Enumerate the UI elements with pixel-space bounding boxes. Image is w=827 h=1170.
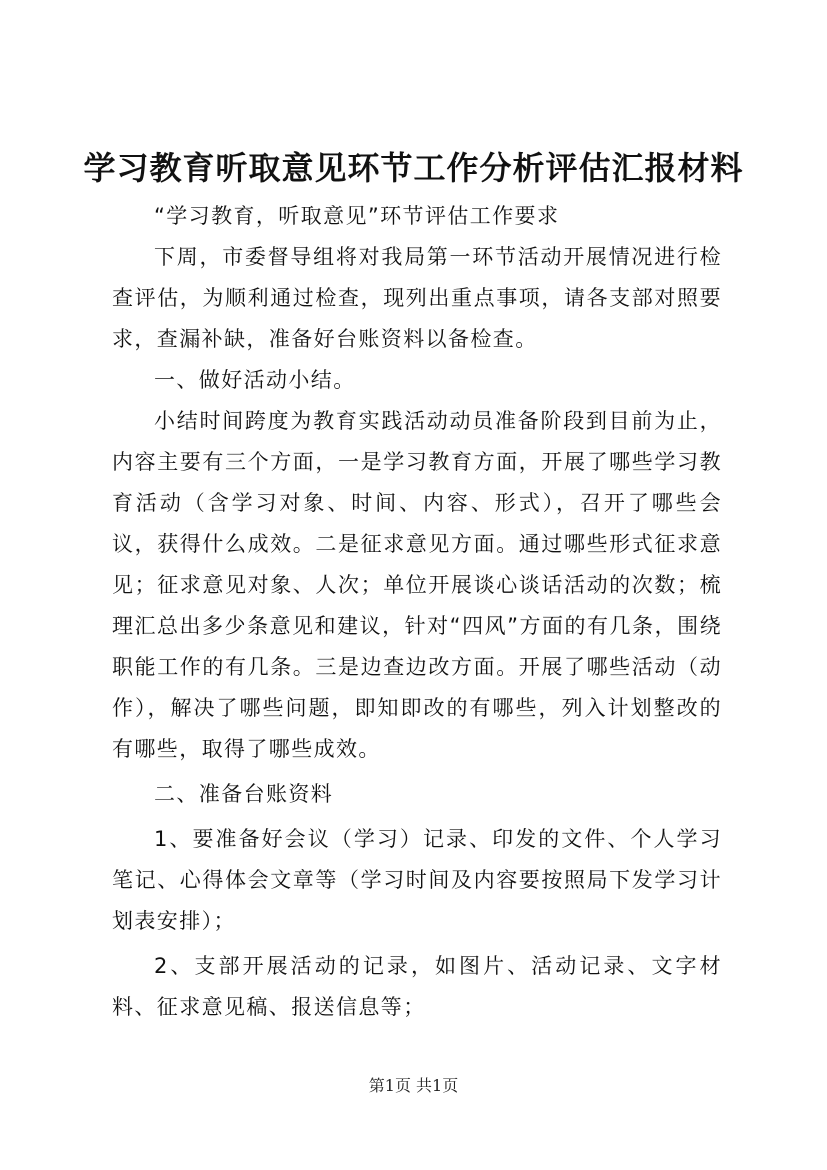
- section-subtitle: “学习教育，听取意见”环节评估工作要求: [154, 204, 560, 228]
- section-heading: 一、做好活动小结。: [154, 368, 356, 392]
- page-footer: 第1页 共1页: [368, 1076, 459, 1095]
- document-title: 学习教育听取意见环节工作分析评估汇报材料: [83, 149, 744, 187]
- list-item: 2、支部开展活动的记录，如图片、活动记录、文字材料、征求意见稿、报送信息等；: [112, 954, 722, 1019]
- body-paragraph: 小结时间跨度为教育实践活动动员准备阶段到目前为止，内容主要有三个方面，一是学习教育方面，开展了哪些学习教育活动（含学习对象、时间、内容、形式），召开了哪些会议，获得什么成效。二是征求意见方面。通过哪些形式征求意见；征求意见对象、人次；单位开展谈心谈话活动的次数；梳理汇总出多少条意见和建议，针对“四风”方面的有几条，围绕职能工作的有几条。三是边查边改方面。开展了哪些活动（动作），解决了哪些问题，即知即改的有哪些，列入计划整改的有哪些，取得了哪些成效。: [112, 409, 722, 761]
- body-paragraph: 下周，市委督导组将对我局第一环节活动开展情况进行检查评估，为顺利通过检查，现列出重点事项，请各支部对照要求，查漏补缺，准备好台账资料以备检查。: [112, 245, 722, 351]
- document-body: [112, 196, 722, 1028]
- list-item: 1、要准备好会议（学习）记录、印发的文件、个人学习笔记、心得体会文章等（学习时间及内容要按照局下发学习计划表安排）；: [112, 827, 722, 933]
- section-heading: 二、准备台账资料: [154, 782, 334, 806]
